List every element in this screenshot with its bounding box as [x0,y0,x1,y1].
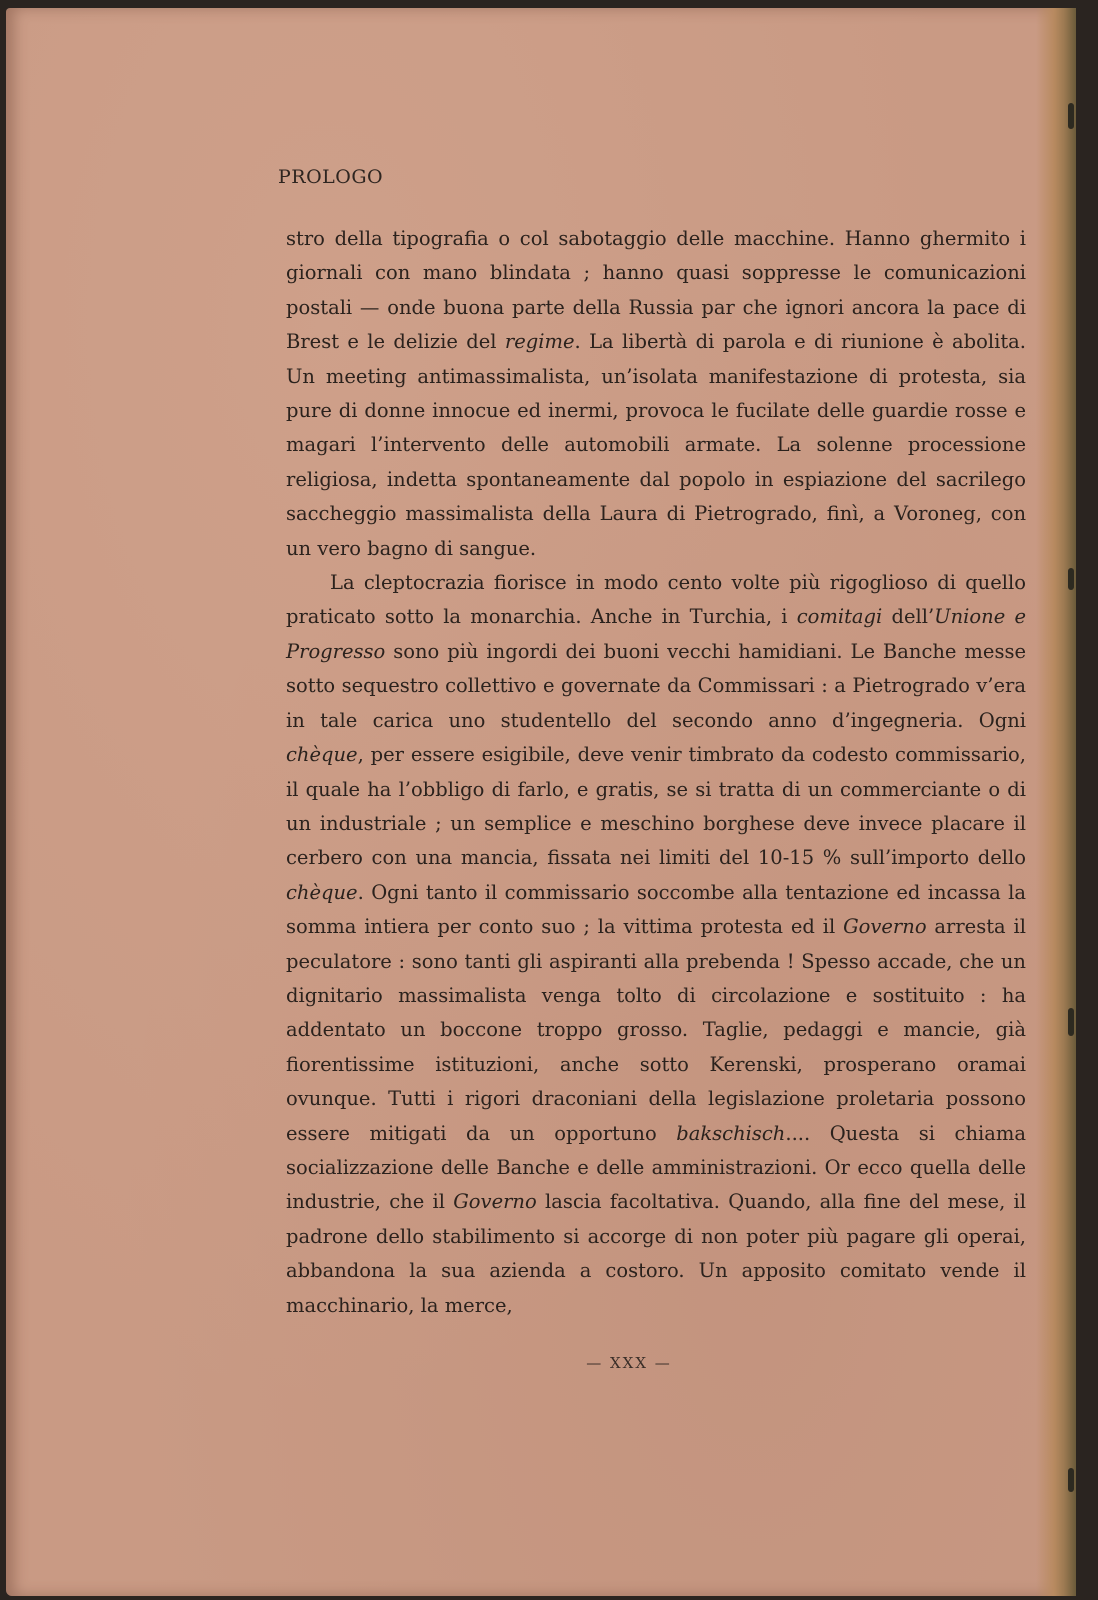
running-header: PROLOGO [278,166,384,188]
text-run: , per essere esigibile, deve venir timbrato da codesto commissario, il quale ha l’obbligo di farlo, e gratis, se si tratta di un commerciante o di un industriale ; un semplice e meschino borghese deve invece placare il cerbero con una mancia, fissata nei limiti del 10-15 % sull’importo dello [286,743,1026,870]
italic-text: Governo [453,1190,537,1214]
text-run: arresta il peculatore : sono tanti gli aspiranti alla prebenda ! Spesso accade, che un dignitario massimalista venga tolto di circolazione e sostituito : ha addentato un boccone troppo grosso. Taglie, pedaggi e mancie, già fiorentissime istituzioni, anche sotto Kerenski, prosperano oramai ovunque. Tutti i rigori draconiani della legislazione proletaria possono essere mitigati da un opportuno [286,915,1027,1145]
binding-mark [1068,1008,1074,1036]
text-run: . La libertà di parola e di riunione è abolita. Un meeting antimassimalista, un’isolata manifestazione di protesta, sia pure di donne innocue ed inermi, provoca le fucilate delle guardie rosse e magari l’intervento delle automobili armate. La solenne processione religiosa, indetta spontaneamente dal popolo in espiazione del sacrilego saccheggio massimalista della Laura di Pietrogrado, finì, a Voroneg, con un vero bagno di sangue. [286,330,1027,560]
italic-text: Unione e Progresso [286,605,1026,663]
italic-text: regime [504,330,575,354]
binding-mark [1068,1468,1074,1492]
text-run: La cleptocrazia fiorisce in modo cento volte più rigoglioso di quello praticato sotto la monarchia. Anche in Turchia, i [286,571,1026,629]
italic-text: comitagi [796,605,883,629]
text-run: . Ogni tanto il commissario soccombe alla tentazione ed incassa la somma intiera per conto suo ; la vittima protesta ed il [286,880,1026,939]
paragraph [286,222,1026,566]
text-run: sono più ingordi dei buoni vecchi hamidiani. Le Banche messe sotto sequestro collettivo e governate da Commissari : a Pietrogrado v’era in tale carica uno studentello del secondo anno d’ingegneria. Ogni [286,639,1026,732]
text-run: lascia facoltativa. Quando, alla fine del mese, il padrone dello stabilimento si accorge di non poter più pagare gli operai, abbandona la sua azienda a costoro. Un apposito comitato vende il macchinario, la merce, [286,1190,1026,1317]
italic-text: chèque [286,880,358,904]
italic-text: bakschisch [676,1121,786,1145]
binding-mark [1068,103,1074,129]
body-text [286,222,1026,1323]
text-run: .... Questa si chiama socializzazione delle Banche e delle amministrazioni. Or ecco quella delle industrie, che il [286,1121,1026,1214]
italic-text: Governo [843,915,927,939]
text-run: stro della tipografia o col sabotaggio delle macchine. Hanno ghermito i giornali con mano blindata ; hanno quasi soppresse le comunicazioni postali — onde buona parte della Russia par che ignori ancora la pace di Brest e le delizie del [286,227,1026,354]
text-run: dell’ [882,605,935,629]
italic-text: chèque [286,743,358,767]
page-number: — XXX — [586,1354,672,1372]
paragraph [286,566,1026,1323]
binding-mark [1068,568,1074,590]
